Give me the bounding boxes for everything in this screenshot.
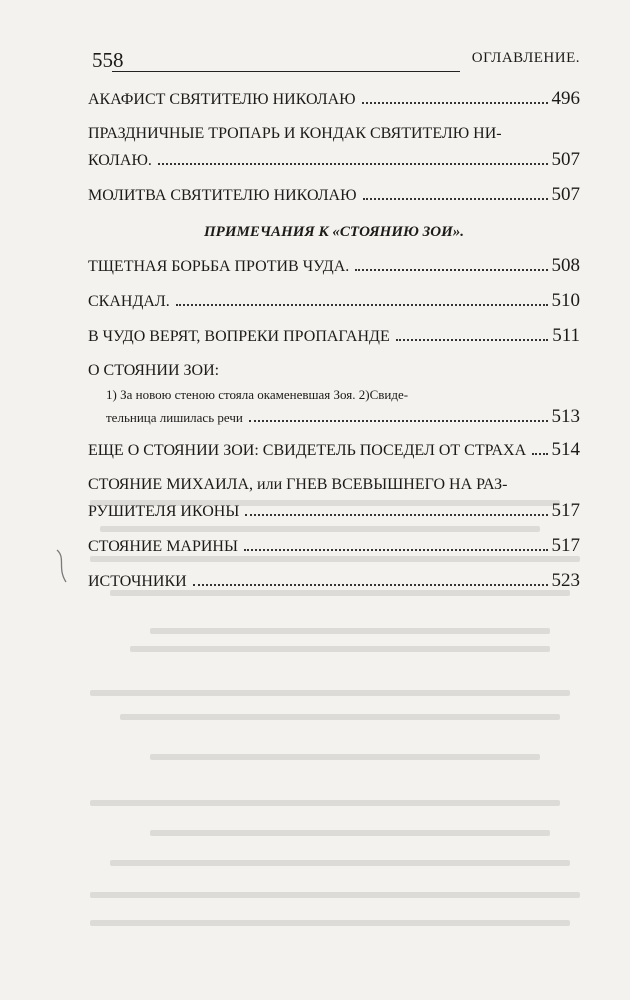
bleed-line — [90, 556, 580, 562]
bleed-line — [120, 714, 560, 720]
toc-entry — [88, 253, 580, 280]
bleed-line — [150, 754, 540, 760]
bleed-line — [90, 800, 560, 806]
toc-entry-page: 514 — [551, 439, 580, 460]
toc-entry — [88, 437, 580, 464]
toc-entry-page: 507 — [551, 184, 580, 205]
toc-entry — [88, 86, 580, 113]
toc-entry-title: В ЧУДО ВЕРЯТ, ВОПРЕКИ ПРОПАГАНДЕ — [88, 328, 390, 345]
dot-leader — [355, 269, 547, 271]
bleed-line — [130, 646, 550, 652]
page-header — [92, 44, 580, 74]
toc-subentry-line: 1) За новою стеною стояла окаменевшая Зоя. 2)Свиде- — [106, 387, 409, 402]
dot-leader — [158, 163, 548, 165]
toc-subentry-line: тельница лишилась речи — [106, 410, 243, 425]
toc-entry-title: СТОЯНИЕ МАРИНЫ — [88, 538, 238, 555]
bleed-line — [100, 526, 540, 532]
header-rule — [112, 71, 460, 72]
toc-entry-page: 508 — [551, 255, 580, 276]
dot-leader — [249, 420, 548, 422]
toc-entry — [88, 182, 580, 209]
toc-entry-title: ИСТОЧНИКИ — [88, 573, 187, 590]
toc-entry-title: АКАФИСТ СВЯТИТЕЛЮ НИКОЛАЮ — [88, 91, 356, 108]
bleed-line — [110, 860, 570, 866]
dot-leader — [396, 339, 548, 341]
toc-entry — [88, 288, 580, 315]
toc-entry-title: ТЩЕТНАЯ БОРЬБА ПРОТИВ ЧУДА. — [88, 258, 350, 275]
toc-entry — [88, 323, 580, 350]
toc-entry-page: 507 — [551, 149, 580, 170]
toc-entry-title-line: ПРАЗДНИЧНЫЕ ТРОПАРЬ И КОНДАК СВЯТИТЕЛЮ НИ- — [88, 125, 502, 142]
bleed-line — [110, 590, 570, 596]
bleed-line — [150, 628, 550, 634]
bleed-line — [90, 920, 570, 926]
bleed-line — [90, 500, 560, 506]
toc-entry-page: 510 — [551, 290, 580, 311]
pencil-mark-icon — [54, 548, 70, 584]
toc-entry-title: СКАНДАЛ. — [88, 293, 170, 310]
dot-leader — [176, 304, 548, 306]
running-title: ОГЛАВЛЕНИЕ. — [471, 50, 580, 66]
toc-entry-page: 513 — [551, 406, 580, 427]
toc-entry-title: МОЛИТВА СВЯТИТЕЛЮ НИКОЛАЮ — [88, 187, 357, 204]
toc-entry-page: 517 — [551, 535, 580, 556]
dot-leader — [362, 102, 548, 104]
toc-entry — [88, 121, 580, 174]
bleed-line — [150, 830, 550, 836]
section-heading: ПРИМЕЧАНИЯ К «СТОЯНИЮ ЗОИ». — [204, 224, 464, 240]
toc-entry-page: 511 — [552, 325, 580, 346]
toc-entry — [88, 358, 580, 429]
dot-leader — [363, 198, 548, 200]
toc-entry-title: ЕЩЕ О СТОЯНИИ ЗОИ: СВИДЕТЕЛЬ ПОСЕДЕЛ ОТ СТРАХА — [88, 442, 527, 459]
toc-entry-page: 523 — [551, 570, 580, 591]
toc-entry-page: 496 — [551, 88, 580, 109]
dot-leader — [532, 453, 547, 455]
toc-entry-title: О СТОЯНИИ ЗОИ: — [88, 362, 220, 379]
toc-entry-title-line: РУШИТЕЛЯ ИКОНЫ — [88, 503, 240, 520]
toc-entry-title-line: СТОЯНИЕ МИХАИЛА, или ГНЕВ ВСЕВЫШНЕГО НА РАЗ- — [88, 476, 508, 493]
toc-entry-page: 517 — [551, 500, 580, 521]
toc-entry-title-line: КОЛАЮ. — [88, 152, 152, 169]
bleed-line — [90, 892, 580, 898]
bleed-line — [90, 690, 570, 696]
page-number: 558 — [92, 48, 124, 72]
show-through-text — [90, 500, 590, 940]
